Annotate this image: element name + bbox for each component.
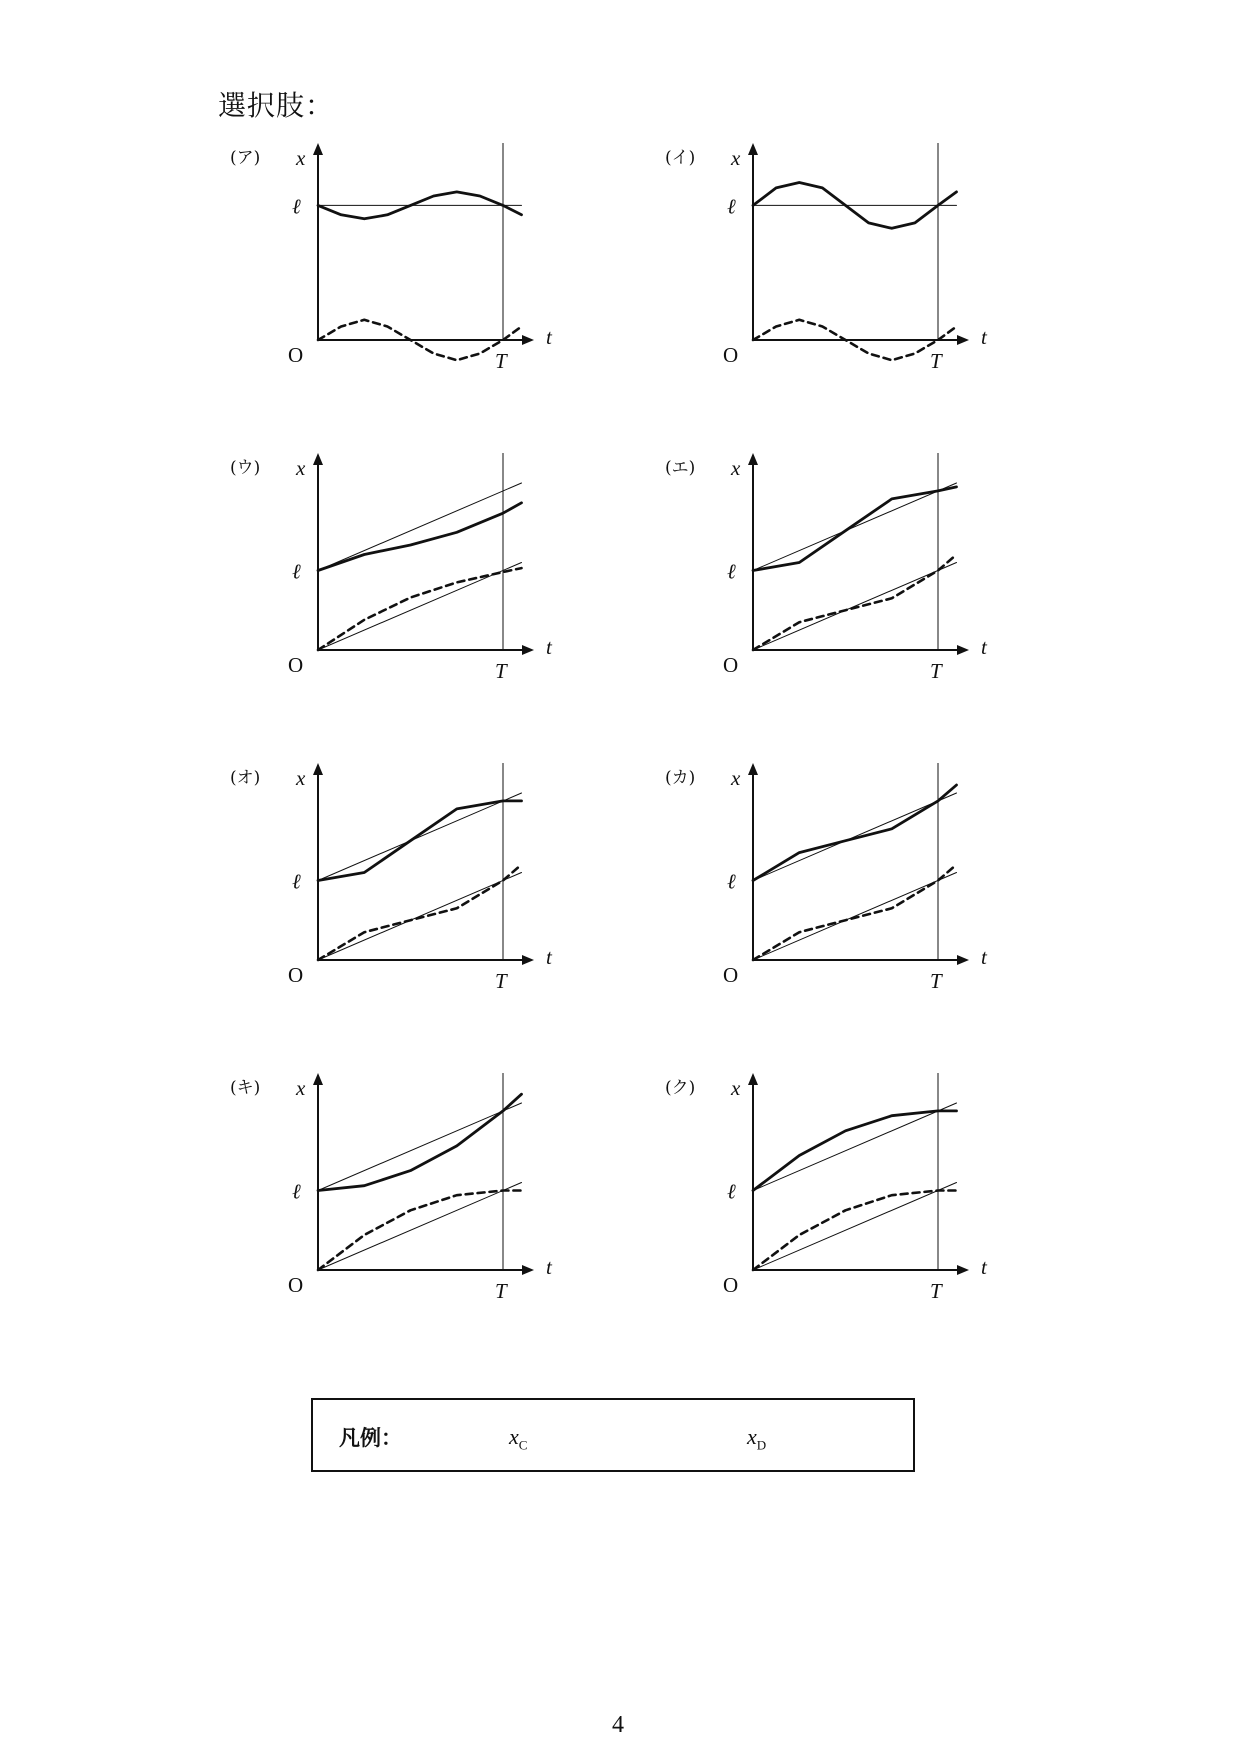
chart-e [663,456,1023,725]
t-value-label: T [495,659,507,683]
xc-curve [318,865,522,961]
guide-line [753,563,957,651]
t-value-label: T [495,1279,507,1303]
legend-xc-label: $x_C$ [509,1424,528,1453]
chart-o [228,766,588,1035]
t-axis-label: t [546,1255,552,1279]
chart-svg [228,146,588,415]
t-value-label: T [930,969,942,993]
origin-label: O [723,963,739,987]
t-axis-label: t [981,945,987,969]
legend-title: 凡例： [339,1426,402,1450]
x-axis-arrow [313,1073,323,1085]
xc-curve [753,555,957,651]
chart-svg [228,456,588,725]
x-axis-label: x [731,146,741,170]
chart-ki [228,1076,588,1345]
x-axis-label: x [296,1076,306,1100]
t-value-label: T [495,969,507,993]
t-axis-arrow [522,335,534,345]
xc-curve [753,865,957,961]
x-axis-arrow [313,763,323,775]
l-level-label: ℓ [292,869,301,894]
xd-curve [753,1111,957,1191]
x-axis-arrow [748,143,758,155]
guide-line [753,1103,957,1191]
chart-ku [663,1076,1023,1345]
legend-box [311,1398,915,1472]
l-level-label: ℓ [292,194,301,219]
choice-label: (イ) [665,148,696,168]
xd-curve [753,487,957,571]
choice-label: (ア) [230,148,261,168]
guide-line [318,483,522,571]
l-level-label: ℓ [727,869,736,894]
chart-ka [663,766,1023,1035]
l-level-label: ℓ [292,559,301,584]
t-axis-arrow [957,645,969,655]
choice-label: (オ) [230,768,261,788]
t-value-label: T [930,1279,942,1303]
choice-label: (ウ) [230,458,261,478]
x-axis-arrow [313,453,323,465]
choice-label: (エ) [665,458,696,478]
guide-line [753,483,957,571]
x-axis-label: x [731,456,741,480]
t-value-label: T [930,659,942,683]
guide-line [318,1183,522,1271]
xd-curve [318,1094,522,1190]
chart-svg [663,456,1023,725]
guide-line [753,793,957,881]
chart-i [663,146,1023,415]
t-axis-label: t [546,635,552,659]
x-axis-arrow [748,1073,758,1085]
x-axis-arrow [748,763,758,775]
x-axis-label: x [731,1076,741,1100]
guide-line [753,873,957,961]
legend-xd-label: $x_D$ [747,1424,767,1453]
t-value-label: T [495,349,507,373]
xd-curve [318,801,522,881]
t-axis-label: t [546,945,552,969]
guide-line [318,793,522,881]
page-number: 4 [612,1712,624,1738]
x-axis-arrow [313,143,323,155]
t-axis-arrow [522,955,534,965]
chart-svg [228,766,588,1035]
guide-line [318,563,522,651]
chart-a [228,146,588,415]
guide-line [318,873,522,961]
t-axis-label: t [981,635,987,659]
xc-curve [318,568,522,650]
xd-curve [318,503,522,571]
t-axis-arrow [957,335,969,345]
xd-curve [753,785,957,881]
t-axis-label: t [981,1255,987,1279]
t-value-label: T [930,349,942,373]
origin-label: O [288,343,304,367]
choice-label: (カ) [665,768,696,788]
x-axis-label: x [296,146,306,170]
chart-u [228,456,588,725]
t-axis-arrow [957,955,969,965]
xc-curve [318,1191,522,1271]
x-axis-label: x [296,456,306,480]
t-axis-arrow [957,1265,969,1275]
origin-label: O [288,963,304,987]
origin-label: O [288,653,304,677]
l-level-label: ℓ [292,1179,301,1204]
choice-label: (キ) [230,1078,261,1098]
chart-svg [228,1076,588,1345]
origin-label: O [288,1273,304,1297]
l-level-label: ℓ [727,559,736,584]
xc-curve [753,1191,957,1271]
page-heading: 選択肢： [218,89,335,122]
origin-label: O [723,1273,739,1297]
chart-svg [663,146,1023,415]
x-axis-label: x [296,766,306,790]
t-axis-label: t [546,325,552,349]
origin-label: O [723,653,739,677]
origin-label: O [723,343,739,367]
x-axis-arrow [748,453,758,465]
t-axis-label: t [981,325,987,349]
choice-label: (ク) [665,1078,696,1098]
guide-line [318,1103,522,1191]
t-axis-arrow [522,645,534,655]
chart-svg [663,766,1023,1035]
x-axis-label: x [731,766,741,790]
t-axis-arrow [522,1265,534,1275]
guide-line [753,1183,957,1271]
l-level-label: ℓ [727,1179,736,1204]
l-level-label: ℓ [727,194,736,219]
chart-svg [663,1076,1023,1345]
